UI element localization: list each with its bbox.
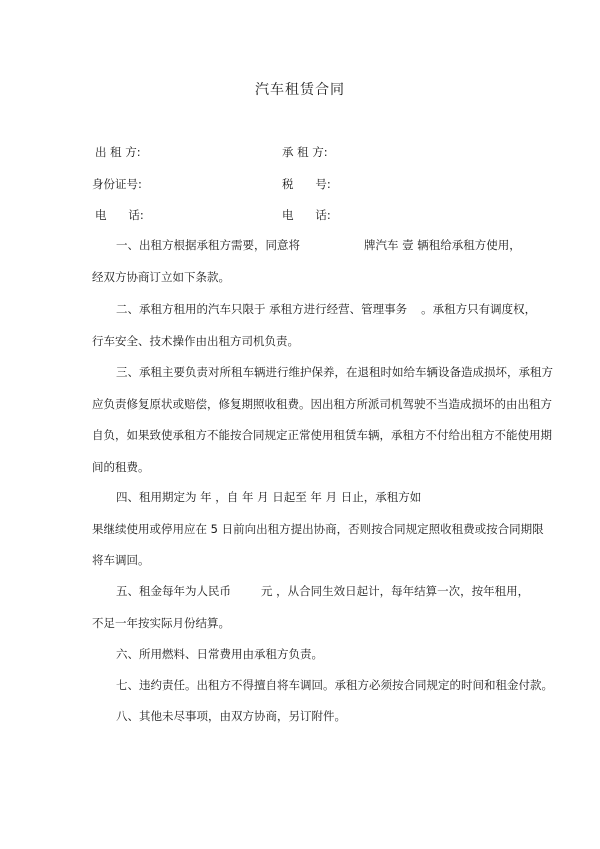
clause-6	[92, 639, 512, 671]
tax-number-label: 税 号:	[282, 177, 331, 191]
clause-4-line-3: 将车调回。	[92, 553, 150, 567]
clause-3-line-1: 三、承租主要负责对所租车辆进行维护保养，在退租时如给车辆设备造成损坏，承租方	[116, 365, 553, 379]
clause-2-text-b: 。承租方只有调度权，	[421, 302, 537, 316]
clause-3-line-4: 间的租费。	[92, 459, 150, 474]
clause-8	[92, 701, 512, 733]
clause-1-line-2: 经双方协商订立如下条款。	[92, 269, 230, 284]
clause-3	[92, 357, 553, 483]
clause-2-line-2: 行车安全、技术操作由出租方司机负责。	[92, 333, 299, 348]
clause-2	[92, 294, 537, 357]
clause-2-text-a: 二、承租方租用的汽车只限于 承租方进行经营、管理事务	[116, 302, 408, 316]
clause-3-line-2: 应负责修复原状或赔偿，修复期照收租费。因出租方所派司机驾驶不当造成损坏的由出租方	[92, 396, 552, 411]
clause-7-line-1: 七、违约责任。出租方不得擅自将车调回。承租方必须按合同规定的时间和租金付款。	[116, 678, 553, 692]
clause-7	[92, 670, 553, 702]
clause-5-line-2: 不足一年按实际月份结算。	[92, 615, 230, 630]
clause-3-line-3: 自负，如果致使承租方不能按合同规定正常使用租赁车辆，承租方不付给出租方不能使用期	[92, 428, 552, 442]
clause-4	[92, 482, 544, 577]
page-title: 汽车租赁合同	[255, 82, 345, 98]
clause-5	[92, 576, 530, 639]
phone-left-label: 电 话:	[95, 208, 144, 222]
clause-4-line-1: 四、租用期定为 年 ，自 年 月 日起至 年 月 日止，承租方如	[116, 490, 422, 504]
phone-right-label: 电 话:	[282, 208, 331, 222]
clause-8-line-1: 八、其他未尽事项，由双方协商，另订附件。	[116, 709, 346, 723]
id-card-label: 身份证号:	[92, 177, 142, 191]
clause-4-line-2: 果继续使用或停用应在 5 日前向出租方提出协商，否则按合同规定照收租费或按合同期限	[92, 521, 544, 536]
clause-1-text-b: 牌汽车 壹 辆租给承租方使用，	[364, 238, 521, 252]
clause-1-text-a: 一、出租方根据承租方需要，同意将	[116, 238, 300, 252]
lessee-label: 承 租 方:	[282, 145, 328, 159]
clause-5-text-a: 五、租金每年为人民币	[116, 584, 231, 598]
clause-5-text-b: 元 ，从合同生效日起计，每年结算一次，按年租用，	[261, 584, 530, 598]
clause-1	[92, 230, 521, 293]
clause-6-line-1: 六、所用燃料、日常费用由承租方负责。	[116, 647, 323, 661]
lessor-label: 出 租 方:	[95, 145, 141, 159]
